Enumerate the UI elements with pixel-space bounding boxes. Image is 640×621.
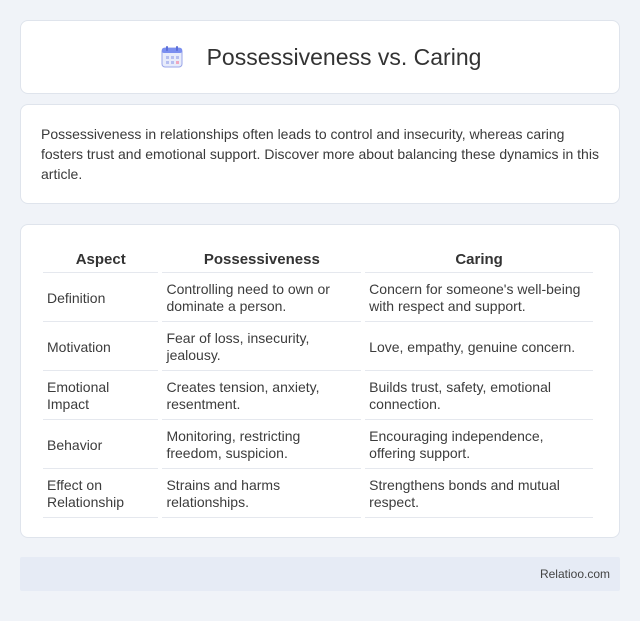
cell-caring: Love, empathy, genuine concern. (365, 324, 593, 371)
table-header-row (43, 247, 593, 273)
calendar-icon (159, 44, 185, 70)
cell-possessiveness: Strains and harms relationships. (162, 471, 361, 518)
table-row (43, 471, 593, 518)
footer-bar (20, 557, 620, 591)
cell-aspect: Emotional Impact (43, 373, 158, 420)
cell-possessiveness: Creates tension, anxiety, resentment. (162, 373, 361, 420)
cell-aspect: Motivation (43, 324, 158, 371)
cell-aspect: Behavior (43, 422, 158, 469)
table-row (43, 324, 593, 371)
footer-site-link[interactable]: Relatioo.com (539, 567, 610, 581)
header-card (20, 20, 620, 94)
cell-aspect: Effect on Relationship (43, 471, 158, 518)
comparison-table (39, 245, 597, 520)
cell-possessiveness: Monitoring, restricting freedom, suspicion. (162, 422, 361, 469)
header-caring: Caring (365, 247, 593, 273)
header-possessiveness: Possessiveness (162, 247, 361, 273)
cell-caring: Encouraging independence, offering support. (365, 422, 593, 469)
comparison-table-card (20, 224, 620, 538)
cell-possessiveness: Controlling need to own or dominate a person. (162, 275, 361, 322)
intro-card (20, 104, 620, 204)
cell-aspect: Definition (43, 275, 158, 322)
cell-possessiveness: Fear of loss, insecurity, jealousy. (162, 324, 361, 371)
header-aspect: Aspect (43, 247, 158, 273)
cell-caring: Concern for someone's well-being with respect and support. (365, 275, 593, 322)
table-row (43, 373, 593, 420)
title-wrap (21, 21, 619, 93)
cell-caring: Strengthens bonds and mutual respect. (365, 471, 593, 518)
intro-text: Possessiveness in relationships often leads to control and insecurity, whereas caring fosters trust and emotional support. Discover more about balancing these dynamics in this article. (41, 126, 599, 182)
cell-caring: Builds trust, safety, emotional connection. (365, 373, 593, 420)
page-title: Possessiveness vs. Caring (206, 43, 482, 70)
table-row (43, 422, 593, 469)
table-row (43, 275, 593, 322)
